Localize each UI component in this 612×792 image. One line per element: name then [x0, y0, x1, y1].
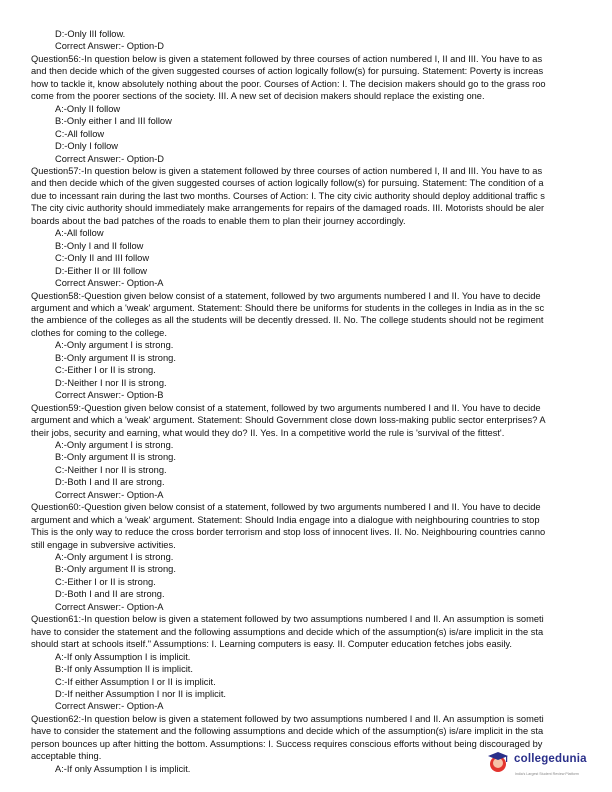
- option: D:-Neither I nor II is strong.: [55, 377, 167, 388]
- option: C:-Either I or II is strong.: [55, 576, 156, 587]
- option: C:-Only II and III follow: [55, 253, 150, 264]
- question-text-line: Question59:-Question given below consist of a statement, followed by two arguments numbered I and II. You have to decide: [31, 402, 541, 413]
- question-text-line: come from the poorer sections of the society. III. A new set of decision makers should replace the existing one.: [31, 91, 485, 102]
- question-text-line: should start at schools itself." Assumptions: I. Learning computers is easy. II. Computer education fetches jobs easily.: [31, 639, 512, 650]
- question-text-line: person bounces up after hitting the bottom. Assumptions: I. Success requires conscious efforts without being discouraged by: [31, 738, 543, 749]
- option: C:-If either Assumption I or II is implicit.: [55, 676, 216, 687]
- logo-tagline: India's Largest Student Review Platform: [515, 772, 579, 776]
- question-text-line: clothes for coming to the college.: [31, 327, 167, 338]
- option: B:-Only I and II follow: [55, 240, 144, 251]
- option: D:-Both I and II are strong.: [55, 589, 165, 600]
- graduate-cap-icon: [487, 750, 509, 774]
- correct-answer: Correct Answer:- Option-B: [55, 390, 164, 401]
- question-text-line: Question56:-In question below is given a statement followed by three courses of action numbered I, II and III. You have to as: [31, 53, 543, 64]
- question-text-line: how to tackle it, know absolutely nothing about the poor. Courses of Action: I. The decision makers should go to the grass roo: [31, 78, 546, 89]
- question-text-line: Question58:-Question given below consist of a statement, followed by two arguments numbered I and II. You have to decide: [31, 290, 541, 301]
- option: B:-Only argument II is strong.: [55, 452, 176, 463]
- question-text-line: have to consider the statement and the following assumptions and decide which of the assumption(s) is/are implicit in the sta: [31, 726, 544, 737]
- question-text-line: acceptable thing.: [31, 751, 102, 762]
- question-list: [31, 28, 612, 775]
- correct-answer: Correct Answer:- Option-D: [55, 41, 165, 52]
- question-text-line: Question62:-In question below is given a statement followed by two assumptions numbered I and II. An assumption is someti: [31, 713, 544, 724]
- question-text-line: still engage in subversive activities.: [31, 539, 176, 550]
- option: A:-Only argument I is strong.: [55, 340, 174, 351]
- question-text-line: The city civic authority should immediately make arrangements for repairs of the damaged roads. III. Motorists should be aler: [31, 203, 545, 214]
- question-text-line: argument and which a 'weak' argument. Statement: Should Government close down loss-making public sector enterprises? A: [31, 415, 546, 426]
- option: A:-Only II follow: [55, 103, 121, 114]
- option: B:-Only argument II is strong.: [55, 564, 176, 575]
- option: D:-Either II or III follow: [55, 265, 147, 276]
- option: B:-Only argument II is strong.: [55, 352, 176, 363]
- correct-answer: Correct Answer:- Option-A: [55, 489, 164, 500]
- question-text-line: Question57:-In question below is given a statement followed by three courses of action numbered I, II and III. You have to as: [31, 165, 543, 176]
- option: B:-Only either I and III follow: [55, 116, 172, 127]
- question-text-line: and then decide which of the given suggested courses of action logically follow(s) for pursuing. Statement: Poverty is increas: [31, 66, 544, 77]
- option: A:-Only argument I is strong.: [55, 439, 174, 450]
- correct-answer: Correct Answer:- Option-D: [55, 153, 165, 164]
- question-text-line: and then decide which of the given suggested courses of action logically follow(s) for pursuing. Statement: The condition of a: [31, 178, 544, 189]
- question-text-line: the ambience of the colleges as all the students will be decently dressed. II. No. The college students should not be regiment: [31, 315, 544, 326]
- question-text-line: Question60:-Question given below consist of a statement, followed by two arguments numbered I and II. You have to decide: [31, 502, 541, 513]
- option: D:-Only III follow.: [55, 29, 126, 39]
- question-text-line: have to consider the statement and the following assumptions and decide which of the assumption(s) is/are implicit in the sta: [31, 626, 544, 637]
- correct-answer: Correct Answer:- Option-A: [55, 701, 164, 712]
- correct-answer: Correct Answer:- Option-A: [55, 601, 164, 612]
- question-text-line: This is the only way to reduce the cross border terrorism and stop loss of innocent lives. II. No. Neighbouring countries canno: [31, 527, 546, 538]
- question-text-line: due to incessant rain during the last two months. Courses of Action: I. The city civic authority should deploy additional traffic s: [31, 190, 545, 201]
- option: A:-All follow: [55, 228, 104, 239]
- question-text-line: their jobs, security and earning, what would they do? II. Yes. In a competitive world the rule is 'survival of the fittest'.: [31, 427, 505, 438]
- option: D:-Only I follow: [55, 141, 119, 152]
- option: A:-If only Assumption I is implicit.: [55, 763, 191, 774]
- option: D:-Both I and II are strong.: [55, 477, 165, 488]
- collegedunia-logo: [482, 744, 602, 780]
- option: A:-Only argument I is strong.: [55, 552, 174, 563]
- option: C:-Neither I nor II is strong.: [55, 464, 167, 475]
- logo-name: collegedunia: [514, 753, 587, 765]
- option: C:-Either I or II is strong.: [55, 365, 156, 376]
- option: C:-All follow: [55, 128, 105, 139]
- question-text-line: Question61:-In question below is given a statement followed by two assumptions numbered I and II. An assumption is someti: [31, 614, 544, 625]
- correct-answer: Correct Answer:- Option-A: [55, 278, 164, 289]
- question-text-line: argument and which a 'weak' argument. Statement: Should there be uniforms for students in the colleges in India as in the sc: [31, 302, 545, 313]
- question-text-line: argument and which a 'weak' argument. Statement: Should India engage into a dialogue with neighbouring countries to stop: [31, 514, 540, 525]
- option: D:-If neither Assumption I nor II is implicit.: [55, 689, 227, 700]
- question-text-line: boards about the bad patches of the roads to enable them to plan their journey accordingly.: [31, 215, 406, 226]
- option: B:-If only Assumption II is implicit.: [55, 664, 193, 675]
- option: A:-If only Assumption I is implicit.: [55, 651, 191, 662]
